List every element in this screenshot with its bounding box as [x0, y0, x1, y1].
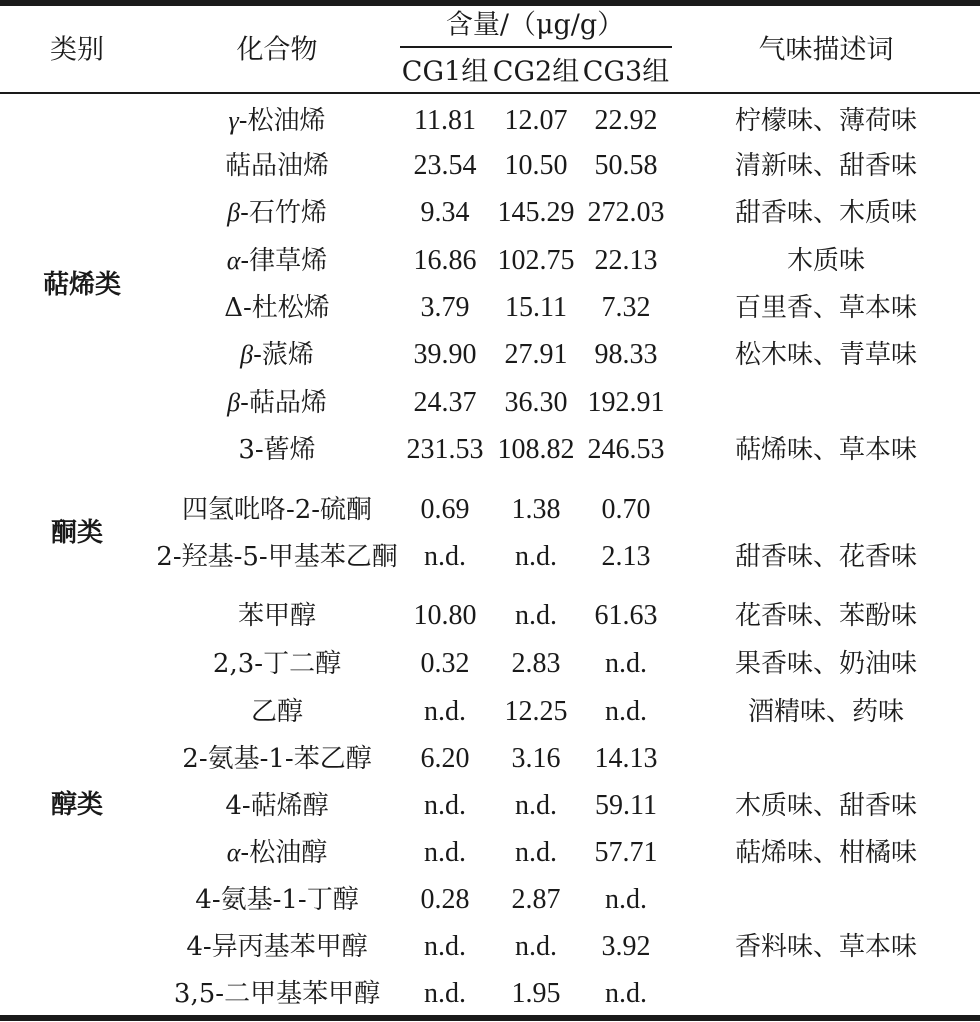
cg3-value: 50.58: [594, 150, 658, 181]
content-subheader-rule: [400, 46, 672, 48]
compound-name: [227, 200, 327, 226]
cg2-value: 15.11: [505, 292, 567, 323]
cg3-value: 3.92: [601, 931, 651, 962]
compound-label: 4-萜烯醇: [225, 791, 329, 821]
compound-name: [251, 699, 303, 725]
compound-name: [227, 248, 327, 274]
odor-description: 萜烯味、草本味: [734, 435, 918, 465]
top-rule: [0, 0, 980, 6]
compound-label: -蒎烯: [253, 340, 314, 370]
header-compound: 化合物: [236, 34, 318, 66]
compound-label: -律草烯: [240, 246, 328, 276]
compound-label: -松油醇: [240, 838, 328, 868]
cg2-value: 1.38: [511, 494, 561, 525]
cg1-value: 231.53: [406, 434, 484, 465]
compound-name: [225, 793, 328, 819]
compound-name: [195, 887, 358, 913]
header-group-cg2: CG2组: [492, 56, 580, 88]
cg2-value: 102.75: [497, 245, 575, 276]
cg2-value: 2.83: [511, 648, 561, 679]
cg1-value: 10.80: [413, 600, 477, 631]
compound-prefix: α: [226, 838, 241, 867]
compound-name: [227, 840, 327, 866]
compound-name: [227, 390, 327, 416]
compound-label: 3,5-二甲基苯甲醇: [173, 979, 381, 1009]
cg1-value: 0.69: [420, 494, 470, 525]
cg2-value: 145.29: [497, 197, 575, 228]
cg1-value: 6.20: [420, 743, 470, 774]
compound-label: Δ-杜松烯: [224, 293, 330, 323]
odor-description: 松木味、青草味: [734, 340, 918, 370]
cg3-value: 14.13: [594, 743, 658, 774]
cg2-value: 1.95: [511, 978, 561, 1009]
cg3-value: 57.71: [594, 837, 658, 868]
cg1-value: 3.79: [420, 292, 470, 323]
cg3-value: 59.11: [595, 790, 657, 821]
header-rule: [0, 92, 980, 94]
compound-name: [238, 437, 315, 463]
cg1-value: n.d.: [424, 790, 466, 821]
compound-label: 2-氨基-1-苯乙醇: [182, 744, 372, 774]
compound-name: [182, 497, 372, 523]
compound-label: -松油烯: [238, 106, 326, 136]
bottom-rule: [0, 1015, 980, 1021]
odor-description: 百里香、草本味: [734, 293, 918, 323]
cg2-value: 10.50: [504, 150, 568, 181]
compound-label: 3-蒈烯: [238, 435, 316, 465]
category-label: 醇类: [50, 790, 104, 820]
cg1-value: n.d.: [424, 978, 466, 1009]
compound-name: [225, 153, 329, 179]
cg1-value: n.d.: [424, 696, 466, 727]
header-content: 含量/（μg/g）: [445, 9, 625, 41]
cg3-value: 0.70: [601, 494, 651, 525]
cg1-value: 23.54: [413, 150, 477, 181]
compound-name: [224, 295, 330, 321]
cg2-value: n.d.: [515, 837, 557, 868]
compound-prefix: γ: [228, 106, 239, 135]
cg2-value: n.d.: [515, 541, 557, 572]
odor-description: 柠檬味、薄荷味: [734, 106, 918, 136]
header-odor: 气味描述词: [758, 34, 894, 66]
cg1-value: n.d.: [424, 837, 466, 868]
compound-label: -萜品烯: [240, 388, 327, 418]
cg3-value: 61.63: [594, 600, 658, 631]
category-label: 萜烯类: [42, 270, 122, 300]
cg3-value: 7.32: [601, 292, 651, 323]
cg1-value: 16.86: [413, 245, 477, 276]
cg1-value: n.d.: [424, 931, 466, 962]
category-label: 酮类: [50, 518, 104, 548]
cg2-value: 27.91: [504, 339, 568, 370]
cg3-value: 22.92: [594, 105, 658, 136]
cg1-value: 39.90: [413, 339, 477, 370]
cg1-value: 11.81: [414, 105, 476, 136]
compound-label: 4-异丙基苯甲醇: [186, 932, 368, 962]
odor-description: 清新味、甜香味: [734, 151, 918, 181]
compound-label: 4-氨基-1-丁醇: [195, 885, 359, 915]
header-category: 类别: [50, 34, 104, 66]
cg2-value: 2.87: [511, 884, 561, 915]
compound-label: 2-羟基-5-甲基苯乙酮: [156, 542, 398, 572]
compound-name: [228, 108, 325, 134]
odor-description: 萜烯味、柑橘味: [734, 838, 918, 868]
header-group-cg1: CG1组: [401, 56, 489, 88]
cg1-value: 0.28: [420, 884, 470, 915]
cg3-value: n.d.: [605, 978, 647, 1009]
odor-description: 木质味、甜香味: [734, 791, 918, 821]
cg3-value: n.d.: [605, 884, 647, 915]
compound-name: [186, 934, 367, 960]
compound-label: 苯甲醇: [237, 601, 317, 631]
cg2-value: 108.82: [497, 434, 575, 465]
odor-description: 木质味: [786, 246, 866, 276]
compound-label: 四氢吡咯-2-硫酮: [181, 495, 373, 525]
cg2-value: 36.30: [504, 387, 568, 418]
cg3-value: n.d.: [605, 648, 647, 679]
cg1-value: 24.37: [413, 387, 477, 418]
odor-description: 香料味、草本味: [734, 932, 918, 962]
cg3-value: 2.13: [601, 541, 651, 572]
cg1-value: 0.32: [420, 648, 470, 679]
odor-description: 果香味、奶油味: [734, 649, 918, 679]
compound-name: [240, 342, 314, 368]
cg3-value: 246.53: [587, 434, 665, 465]
cg2-value: 12.25: [504, 696, 568, 727]
cg2-value: n.d.: [515, 931, 557, 962]
compound-prefix: β: [227, 198, 241, 227]
compound-label: -石竹烯: [240, 198, 327, 228]
odor-description: 甜香味、花香味: [734, 542, 918, 572]
cg1-value: 9.34: [420, 197, 470, 228]
cg2-value: n.d.: [515, 600, 557, 631]
compound-label: 萜品油烯: [224, 151, 330, 181]
cg3-value: 272.03: [587, 197, 665, 228]
compound-prefix: β: [240, 340, 254, 369]
cg3-value: 22.13: [594, 245, 658, 276]
odor-description: 酒精味、药味: [747, 697, 905, 727]
compound-prefix: α: [226, 246, 241, 275]
compound-prefix: β: [227, 388, 241, 417]
cg3-value: 98.33: [594, 339, 658, 370]
odor-description: 甜香味、木质味: [734, 198, 918, 228]
cg1-value: n.d.: [424, 541, 466, 572]
compound-name: [182, 746, 371, 772]
odor-description: 花香味、苯酚味: [734, 601, 918, 631]
cg3-value: 192.91: [587, 387, 665, 418]
compound-name: [238, 603, 316, 629]
compound-name: [156, 544, 397, 570]
header-group-cg3: CG3组: [582, 56, 670, 88]
compound-name: [174, 981, 380, 1007]
compound-label: 乙醇: [250, 697, 304, 727]
cg3-value: n.d.: [605, 696, 647, 727]
compound-name: [213, 651, 341, 677]
cg2-value: n.d.: [515, 790, 557, 821]
compound-label: 2,3-丁二醇: [212, 649, 342, 679]
cg2-value: 12.07: [504, 105, 568, 136]
cg2-value: 3.16: [511, 743, 561, 774]
